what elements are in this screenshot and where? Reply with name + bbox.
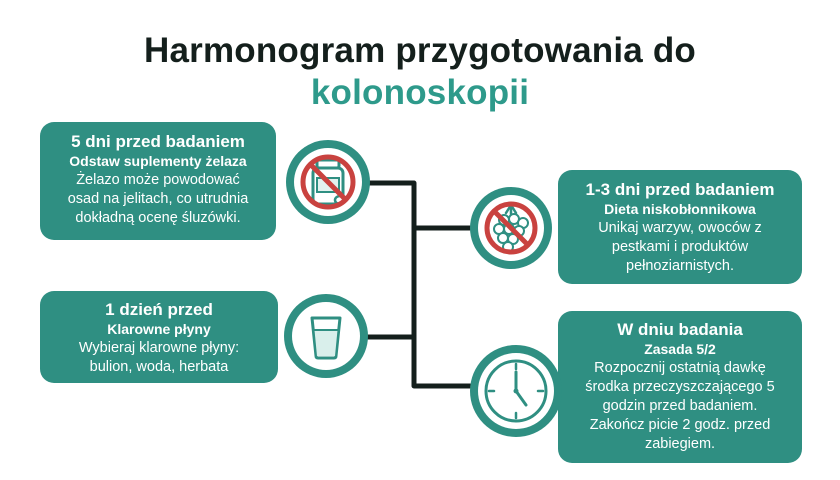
step-description-line: godzin przed badaniem. — [602, 398, 758, 414]
step-description-line: pestkami i produktów — [611, 239, 749, 255]
step-subheading: Dieta niskobłonnikowa — [604, 201, 756, 217]
step-heading: 1-3 dni przed badaniem — [585, 180, 775, 199]
step-heading: W dniu badania — [617, 320, 743, 339]
step-description-line: środka przeczyszczającego 5 — [585, 379, 775, 395]
step-subheading: Zasada 5/2 — [644, 341, 716, 357]
step-description-line: pełnoziarnistych. — [626, 258, 734, 274]
step-description-line: Rozpocznij ostatnią dawkę — [594, 360, 766, 376]
step-description-line: zabiegiem. — [644, 436, 716, 452]
step-subheading: Odstaw suplementy żelaza — [69, 153, 247, 169]
step-subheading: Klarowne płyny — [107, 321, 211, 337]
step-heading: 1 dzień przed — [105, 300, 213, 319]
step-description-line: bulion, woda, herbata — [89, 359, 229, 375]
title-line-2: kolonoskopii — [310, 73, 530, 112]
step-description-line: Wybieraj klarowne płyny: — [78, 340, 240, 356]
step-description-line: osad na jelitach, co utrudnia — [67, 191, 249, 207]
title-line-1: Harmonogram przygotowania do — [143, 31, 697, 70]
step-card-1-3-days — [558, 170, 802, 284]
glass-of-water-icon — [284, 294, 368, 378]
step-description-line: dokładną ocenę śluzówki. — [75, 210, 241, 226]
clock-icon — [470, 345, 562, 437]
step-description-line: Unikaj warzyw, owoców z — [598, 220, 762, 236]
step-card-5-days — [40, 122, 276, 240]
step-heading: 5 dni przed badaniem — [71, 132, 245, 151]
no-pill-bottle-icon — [286, 140, 370, 224]
step-description-line: Żelazo może powodować — [76, 172, 240, 188]
step-card-1-day — [40, 291, 278, 383]
no-raspberry-icon — [470, 187, 552, 269]
step-description-line: Zakończ picie 2 godz. przed — [589, 417, 771, 433]
step-card-exam-day — [558, 311, 802, 463]
